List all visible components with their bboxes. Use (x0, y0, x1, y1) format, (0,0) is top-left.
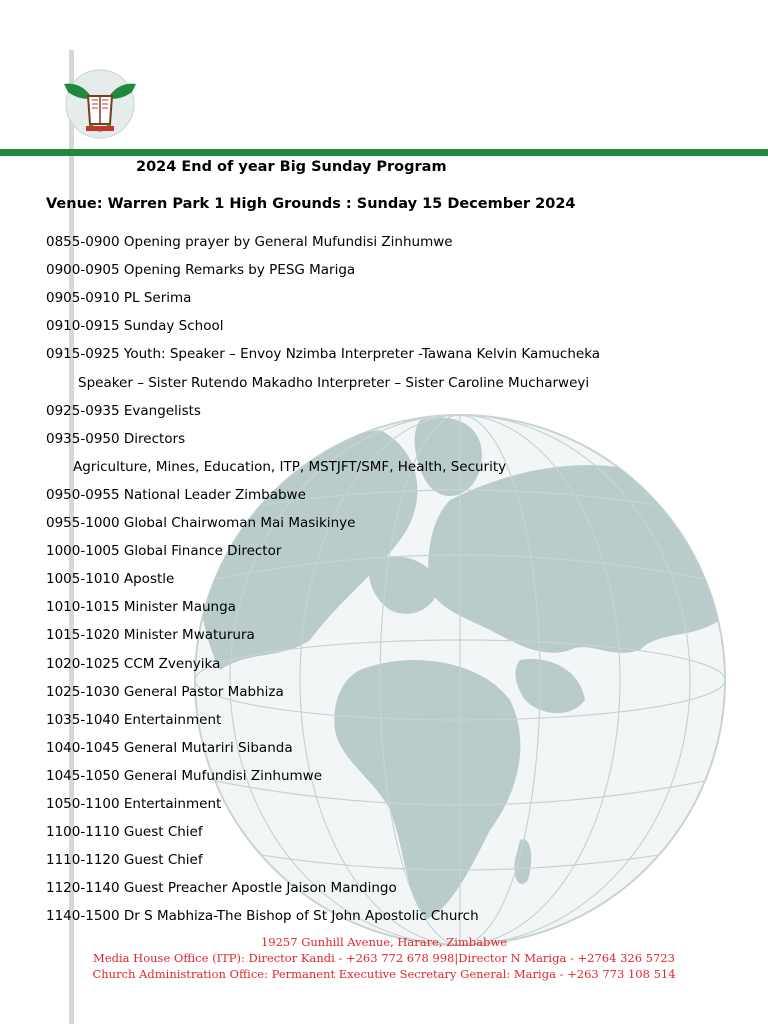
program-item: 0950-0955 National Leader Zimbabwe (46, 486, 306, 503)
footer-admin-office: Church Administration Office: Permanent Executive Secretary General: Mariga - +263 773 108 514 (92, 967, 676, 981)
program-item: 1050-1100 Entertainment (46, 796, 222, 812)
footer (0, 934, 768, 982)
program-item: 0900-0905 Opening Remarks by PESG Mariga (46, 262, 356, 279)
program-item: Speaker – Sister Rutendo Makadho Interpreter – Sister Caroline Mucharweyi (78, 374, 590, 391)
program-item: 1010-1015 Minister Maunga (46, 599, 236, 616)
header-rule (0, 149, 768, 156)
program-item: 0910-0915 Sunday School (46, 318, 224, 335)
program-item: 1040-1045 General Mutariri Sibanda (46, 739, 293, 756)
program-item: 1045-1050 General Mufundisi Zinhumwe (46, 767, 322, 784)
program-item: 1025-1030 General Pastor Mabhiza (46, 683, 284, 700)
program-item: 0955-1000 Global Chairwoman Mai Masikinye (46, 515, 356, 531)
program-item: 0925-0935 Evangelists (46, 402, 201, 419)
program-item: 0915-0925 Youth: Speaker – Envoy Nzimba Interpreter -Tawana Kelvin Kamucheka (46, 346, 601, 363)
program-item: 0935-0950 Directors (46, 430, 186, 447)
program-item: 1120-1140 Guest Preacher Apostle Jaison Mandingo (46, 880, 397, 897)
program-item: 1005-1010 Apostle (46, 571, 175, 588)
program-item: 1100-1110 Guest Chief (46, 824, 203, 841)
footer-address: 19257 Gunhill Avenue, Harare, Zimbabwe (260, 935, 508, 949)
program-item: 1035-1040 Entertainment (46, 711, 222, 728)
document-title: 2024 End of year Big Sunday Program (136, 159, 447, 175)
program-item: Agriculture, Mines, Education, ITP, MSTJFT/SMF, Health, Security (73, 458, 507, 475)
program-item: 1140-1500 Dr S Mabhiza-The Bishop of St John Apostolic Church (46, 908, 479, 925)
venue-line: Venue: Warren Park 1 High Grounds : Sunday 15 December 2024 (46, 196, 576, 212)
program-item: 0905-0910 PL Serima (46, 290, 192, 307)
program-item: 1110-1120 Guest Chief (46, 852, 203, 869)
program-item: 1015-1020 Minister Mwaturura (46, 627, 255, 644)
program-item: 1000-1005 Global Finance Director (46, 543, 282, 560)
footer-media-office: Media House Office (ITP): Director Kandi - +263 772 678 998|Director N Mariga - +2764 326 5723 (93, 951, 675, 965)
program-item: 1020-1025 CCM Zvenyika (46, 655, 221, 672)
church-emblem-icon (62, 66, 138, 142)
program-item: 0855-0900 Opening prayer by General Mufundisi Zinhumwe (46, 234, 453, 250)
